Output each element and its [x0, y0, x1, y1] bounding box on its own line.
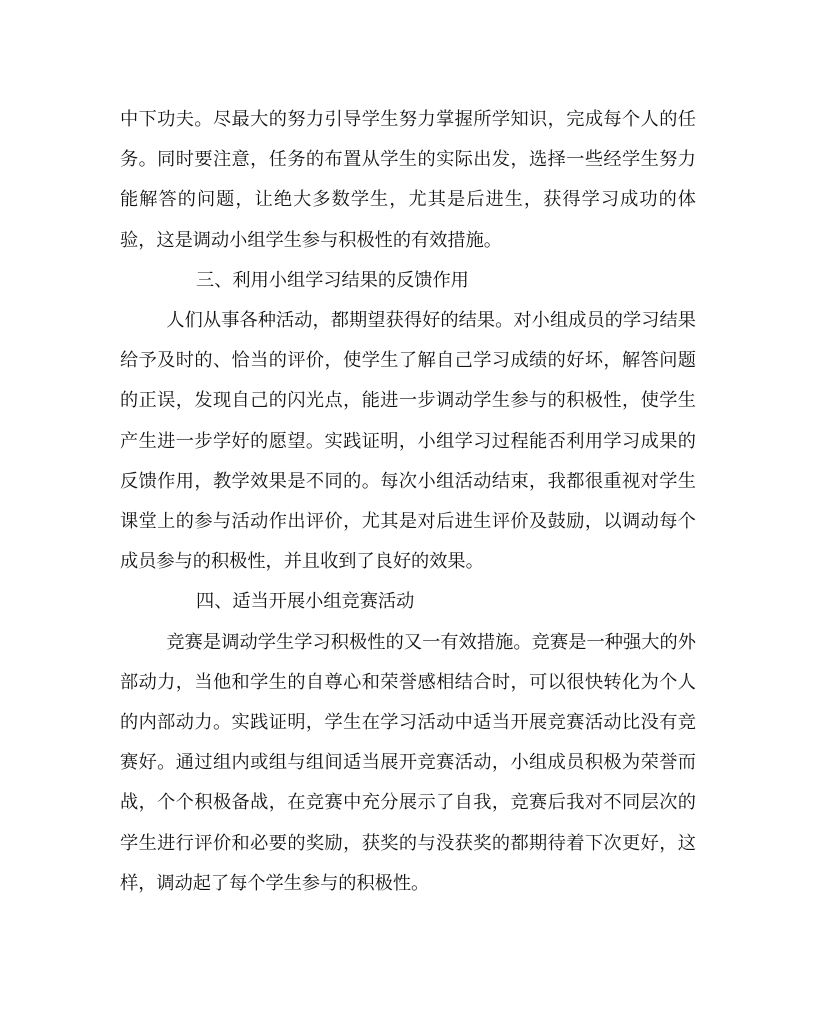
paragraph-feedback: 人们从事各种活动，都期望获得好的结果。对小组成员的学习结果给予及时的、恰当的评价，使学生了解自己学习成绩的好坏，解答问题的正误，发现自己的闪光点，能进一步调动学生参与的积极性，使学生产生进一步学好的愿望。实践证明，小组学习过程能否利用学习成果的反馈作用，教学效果是不同的。每次小组活动结束，我都很重视对学生课堂上的参与活动作出评价，尤其是对后进生评价及鼓励，以调动每个成员参与的积极性，并且收到了良好的效果。	[120, 310, 696, 573]
document-body	[120, 100, 696, 904]
section-heading-3: 三、利用小组学习结果的反馈作用	[196, 269, 469, 291]
paragraph-continuation: 中下功夫。尽最大的努力引导学生努力掌握所学知识，完成每个人的任务。同时要注意，任务的布置从学生的实际出发，选择一些经学生努力能解答的问题，让绝大多数学生，尤其是后进生，获得学习成功的体验，这是调动小组学生参与积极性的有效措施。	[120, 109, 696, 251]
section-heading-4: 四、适当开展小组竞赛活动	[196, 591, 415, 613]
paragraph-competition: 竞赛是调动学生学习积极性的又一有效措施。竞赛是一种强大的外部动力，当他和学生的自尊心和荣誉感相结合时，可以很快转化为个人的内部动力。实践证明，学生在学习活动中适当开展竞赛活动比没有竞赛好。通过组内或组与组间适当展开竞赛活动，小组成员积极为荣誉而战，个个积极备战，在竞赛中充分展示了自我，竞赛后我对不同层次的学生进行评价和必要的奖励，获奖的与没获奖的都期待着下次更好，这样，调动起了每个学生参与的积极性。	[120, 631, 696, 894]
